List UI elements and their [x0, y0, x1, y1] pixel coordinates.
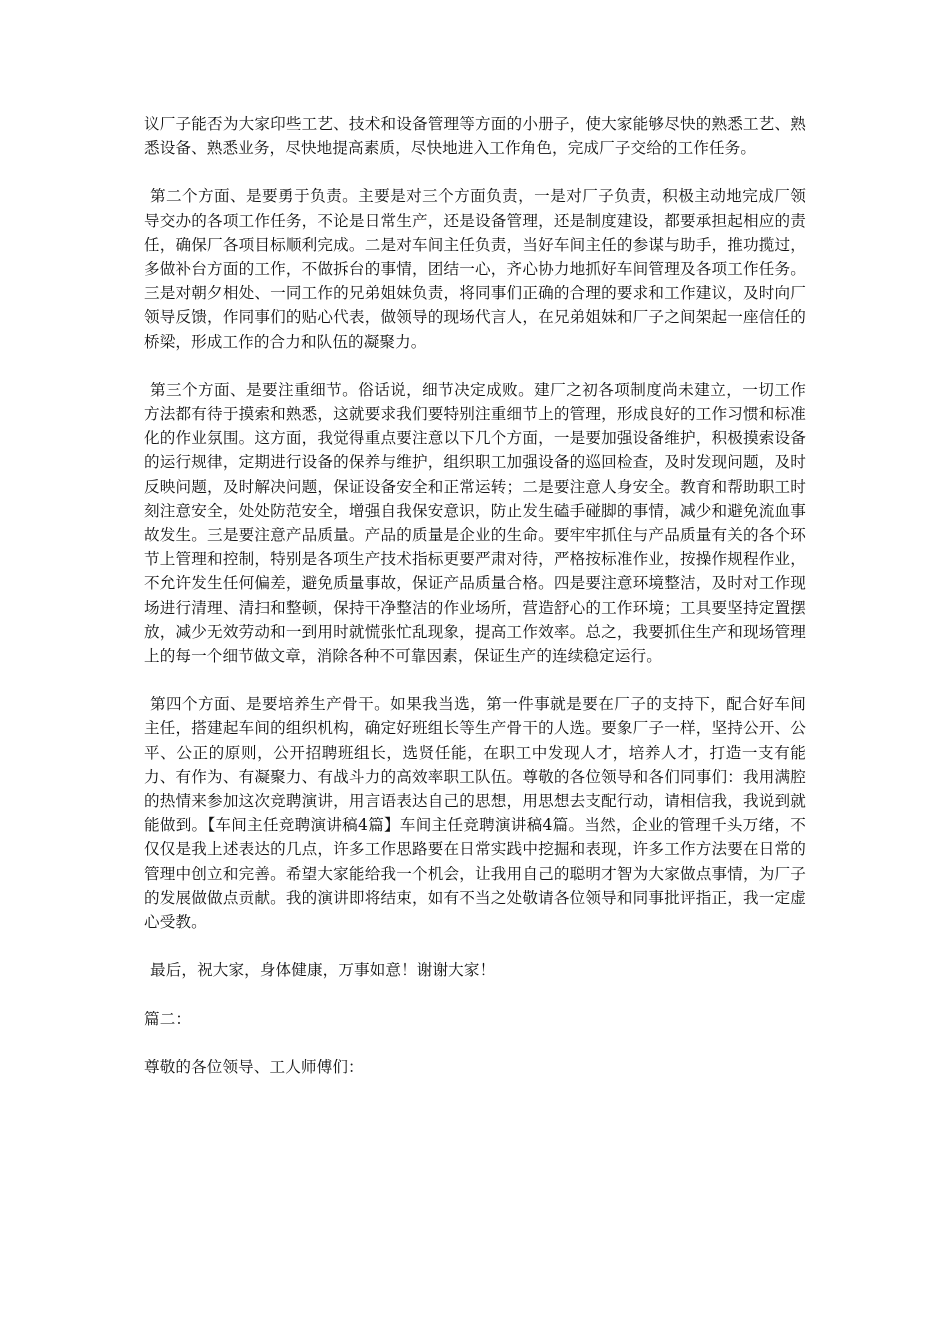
section-heading: 篇二：	[144, 1009, 192, 1028]
paragraph-closing: 最后，祝大家，身体健康，万事如意！谢谢大家！	[150, 961, 496, 980]
paragraph-details: 第三个方面、是要注重细节。俗话说，细节决定成败。建厂之初各项制度尚未建立，一切工作方法都有待于摸索和熟悉，这就要求我们要特别注重细节上的管理，形成良好的工作习惯和标准化的作业氛围。这方面，我觉得重点要注意以下几个方面，一是要加强设备维护，积极摸索设备的运行规律，定期进行设备的保养与维护，组织职工加强设备的巡回检查，及时发现问题，及时反映问题，及时解决问题，保证设备安全和正常运转；二是要注意人身安全。教育和帮助职工时刻注意安全，处处防范安全，增强自我保安意识，防止发生磕手碰脚的事情，减少和避免流血事故发生。三是要注意产品质量。产品的质量是企业的生命。要牢牢抓住与产品质量有关的各个环节上管理和控制，特别是各项生产技术指标更要严肃对待，严格按标准作业，按操作规程作业，不允许发生任何偏差，避免质量事故，保证产品质量合格。四是要注意环境整洁，及时对工作现场进行清理、清扫和整顿，保持干净整洁的作业场所，营造舒心的工作环境；工具要坚持定置摆放，减少无效劳动和一到用时就慌张忙乱现象，提高工作效率。总之，我要抓住生产和现场管理上的每一个细节做文章，消除各种不可靠因素，保证生产的连续稳定运行。	[144, 380, 806, 666]
paragraph-responsibility: 第二个方面、是要勇于负责。主要是对三个方面负责，一是对厂子负责，积极主动地完成厂领导交办的各项工作任务，不论是日常生产，还是设备管理，还是制度建设，都要承担起相应的责任，确保厂各项目标顺利完成。二是对车间主任负责，当好车间主任的参谋与助手，推功揽过，多做补台方面的工作，不做拆台的事情，团结一心，齐心协力地抓好车间管理及各项工作任务。三是对朝夕相处、一同工作的兄弟姐妹负责，将同事们正确的合理的要求和工作建议，及时向厂领导反馈，作同事们的贴心代表，做领导的现场代言人，在兄弟姐妹和厂子之间架起一座信任的桥梁，形成工作的合力和队伍的凝聚力。	[144, 187, 806, 351]
paragraph-backbone: 第四个方面、是要培养生产骨干。如果我当选，第一件事就是要在厂子的支持下，配合好车间主任，搭建起车间的组织机构，确定好班组长等生产骨干的人选。要象厂子一样，坚持公开、公平、公正的原则，公开招聘班组长，选贤任能，在职工中发现人才，培养人才，打造一支有能力、有作为、有凝聚力、有战斗力的高效率职工队伍。尊敬的各位领导和各们同事们：我用满腔的热情来参加这次竞聘演讲，用言语表达自己的思想，用思想去支配行动，请相信我，我说到就能做到。【车间主任竞聘演讲稿4篇】车间主任竞聘演讲稿4篇。当然，企业的管理千头万绪，不仅仅是我上述表达的几点，许多工作思路要在日常实践中挖掘和表现，许多工作方法要在日常的管理中创立和完善。希望大家能给我一个机会，让我用自己的聪明才智为大家做点事情，为厂子的发展做做点贡献。我的演讲即将结束，如有不当之处敬请各位领导和同事批评指正，我一定虚心受教。	[144, 695, 806, 932]
paragraph-continuation: 议厂子能否为大家印些工艺、技术和设备管理等方面的小册子，使大家能够尽快的熟悉工艺、熟悉设备、熟悉业务，尽快地提高素质，尽快地进入工作角色，完成厂子交给的工作任务。	[144, 115, 806, 158]
document-page	[144, 112, 806, 1103]
salutation: 尊敬的各位领导、工人师傅们：	[144, 1057, 364, 1076]
